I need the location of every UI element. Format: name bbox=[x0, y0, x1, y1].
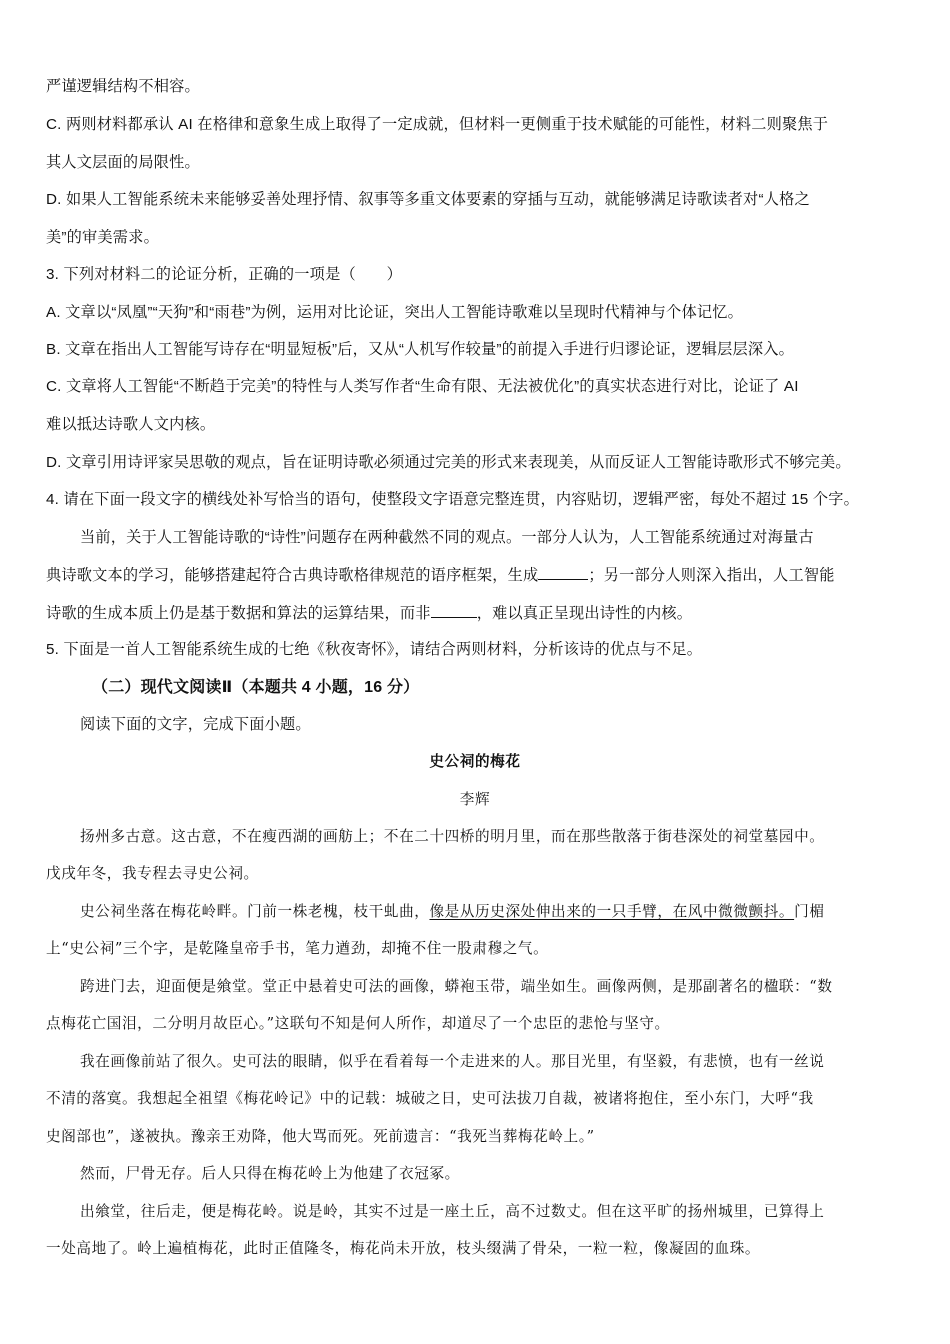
article-p6-line1: 出飨堂，往后走，便是梅花岭。说是岭，其实不过是一座土丘，高不过数丈。但在这平旷的扬州城里，已算得上 bbox=[80, 1203, 825, 1220]
fill-blank-1[interactable] bbox=[538, 564, 588, 580]
article-p3-line2: 点梅花亡国泪，二分明月故臣心。”这联句不知是何人所作，却道尽了一个忠臣的悲怆与坚守。 bbox=[46, 1015, 670, 1032]
q3-option-d: D. 文章引用诗评家吴思敬的观点，旨在证明诗歌必须通过完美的形式来表现美，从而反证人工智能诗歌形式不够完美。 bbox=[46, 454, 851, 471]
q3-option-c-line2: 难以抵达诗歌人文内核。 bbox=[46, 416, 216, 433]
q4-text-segment: ，难以真正呈现出诗性的内核。 bbox=[476, 605, 693, 622]
q4-paragraph-line1: 当前，关于人工智能诗歌的“诗性”问题存在两种截然不同的观点。一部分人认为，人工智能系统通过对海量古 bbox=[80, 529, 814, 546]
article-p2-line1 bbox=[80, 901, 940, 923]
q3-stem: 3. 下列对材料二的论证分析，正确的一项是（ ） bbox=[46, 266, 403, 283]
article-p1-line2: 戊戌年冬，我专程去寻史公祠。 bbox=[46, 865, 259, 882]
article-p5: 然而，尸骨无存。后人只得在梅花岭上为他建了衣冠冢。 bbox=[80, 1165, 460, 1182]
article-p4-line1: 我在画像前站了很久。史可法的眼睛，似乎在看着每一个走进来的人。那目光里，有坚毅，有悲愤，也有一丝说 bbox=[80, 1053, 825, 1070]
q4-text-segment: 诗歌的生成本质上仍是基于数据和算法的运算结果，而非 bbox=[46, 605, 431, 622]
article-text-segment: 门楣 bbox=[794, 903, 825, 920]
article-p6-line2: 一处高地了。岭上遍植梅花，此时正值隆冬，梅花尚未开放，枝头缀满了骨朵，一粒一粒，像凝固的血珠。 bbox=[46, 1240, 761, 1257]
article-p4-line3: 史阁部也”，遂被执。豫亲王劝降，他大骂而死。死前遗言：“我死当葬梅花岭上。” bbox=[46, 1128, 595, 1145]
q2-option-d-line1: D. 如果人工智能系统未来能够妥善处理抒情、叙事等多重文体要素的穿插与互动，就能够满足诗歌读者对“人格之 bbox=[46, 191, 810, 208]
q4-text-segment: ；另一部分人则深入指出，人工智能 bbox=[588, 567, 835, 584]
section-heading: （二）现代文阅读Ⅱ（本题共 4 小题，16 分） bbox=[92, 679, 420, 696]
reading-instruction: 阅读下面的文字，完成下面小题。 bbox=[80, 716, 311, 733]
q4-text-segment: 典诗歌文本的学习，能够搭建起符合古典诗歌格律规范的语序框架，生成 bbox=[46, 567, 539, 584]
article-author: 李辉 bbox=[459, 791, 491, 808]
q3-option-b: B. 文章在指出人工智能写诗存在“明显短板”后，又从“人机写作较量”的前提入手进行归谬论证，逻辑层层深入。 bbox=[46, 341, 795, 358]
article-p3-line1: 跨进门去，迎面便是飨堂。堂正中悬着史可法的画像，蟒袍玉带，端坐如生。画像两侧，是那副著名的楹联：“数 bbox=[80, 978, 833, 995]
q5-stem: 5. 下面是一首人工智能系统生成的七绝《秋夜寄怀》，请结合两则材料，分析该诗的优点与不足。 bbox=[46, 641, 703, 658]
article-p1-line1: 扬州多古意。这古意，不在瘦西湖的画舫上；不在二十四桥的明月里，而在那些散落于街巷深处的祠堂墓园中。 bbox=[80, 828, 825, 845]
fill-blank-2[interactable] bbox=[431, 602, 477, 618]
q3-option-c-line1: C. 文章将人工智能“不断趋于完美”的特性与人类写作者“生命有限、无法被优化”的真实状态进行对比，论证了 AI bbox=[46, 378, 799, 395]
q4-paragraph-line3 bbox=[46, 602, 906, 625]
q3-option-a: A. 文章以“凤凰”“天狗”和“雨巷”为例，运用对比论证，突出人工智能诗歌难以呈现时代精神与个体记忆。 bbox=[46, 304, 743, 321]
article-text-segment: 史公祠坐落在梅花岭畔。门前一株老槐，枝干虬曲， bbox=[80, 903, 430, 920]
article-p2-line2: 上“史公祠”三个字，是乾隆皇帝手书，笔力遒劲，却掩不住一股肃穆之气。 bbox=[46, 940, 549, 957]
q2-option-d-line2: 美”的审美需求。 bbox=[46, 229, 159, 246]
q2-option-c-line1: C. 两则材料都承认 AI 在格律和意象生成上取得了一定成就，但材料一更侧重于技术赋能的可能性，材料二则聚焦于 bbox=[46, 116, 829, 133]
q2-option-c-line2: 其人文层面的局限性。 bbox=[46, 154, 200, 171]
article-p4-line2: 不清的落寞。我想起全祖望《梅花岭记》中的记载：城破之日，史可法拔刀自裁，被诸将抱住，至小东门，大呼“我 bbox=[46, 1090, 814, 1107]
q2-continuation-text: 严谨逻辑结构不相容。 bbox=[46, 78, 200, 95]
underlined-sentence: 像是从历史深处伸出来的一只手臂，在风中微微颤抖。 bbox=[429, 903, 795, 920]
article-title: 史公祠的梅花 bbox=[429, 753, 521, 770]
q4-stem: 4. 请在下面一段文字的横线处补写恰当的语句，使整段文字语意完整连贯，内容贴切，逻辑严密，每处不超过 15 个字。 bbox=[46, 491, 859, 508]
q4-paragraph-line2 bbox=[46, 564, 906, 587]
